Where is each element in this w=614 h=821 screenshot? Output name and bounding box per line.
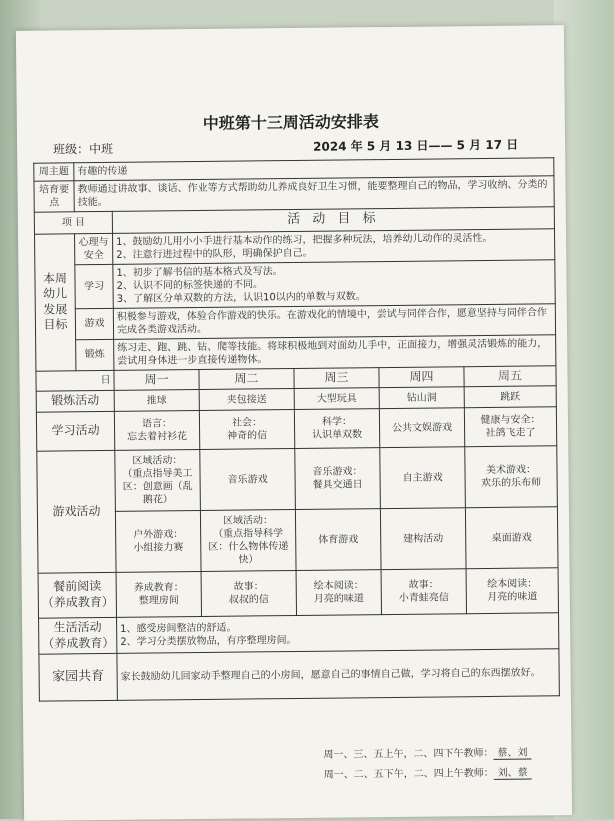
schedule-cell: 美术游戏： 欢乐的乐布师 — [465, 446, 558, 508]
schedule-cell: 养成教育： 整理房间 — [116, 572, 201, 618]
class-label: 班级： — [53, 142, 90, 157]
goal-row — [35, 260, 555, 309]
row-label: 锻炼活动 — [36, 391, 114, 412]
schedule-cell: 推球 — [114, 390, 199, 411]
family-text: 家长鼓励幼儿回家动手整理自己的小房间，愿意自己的事情自己做，学习将自己的东西摆放好。 — [117, 649, 559, 701]
day-header: 周一 — [114, 369, 199, 390]
day-header: 周三 — [294, 367, 379, 388]
schedule-cell: 科学： 认识单双数 — [294, 409, 379, 449]
schedule-cell: 体育游戏 — [295, 509, 381, 571]
footer-line — [323, 744, 531, 761]
game-row-2 — [37, 507, 558, 573]
goal-area: 游戏 — [75, 308, 113, 339]
row-label: 家园共育 — [39, 654, 117, 702]
class-info — [53, 140, 113, 158]
family-row — [39, 649, 559, 701]
game-row-1 — [37, 446, 558, 512]
week-corner: 日 — [36, 370, 114, 391]
schedule-cell: 绘本阅读： 月亮的味道 — [466, 568, 558, 614]
row-label: 餐前阅读（养成教育） — [38, 572, 116, 618]
schedule-cell: 音乐游戏 — [200, 449, 296, 511]
goal-area: 学习 — [75, 264, 113, 308]
footer-text: 周一、二、五下午，二、四上午教师： — [323, 767, 494, 781]
goal-text: 积极参与游戏，体验合作游戏的快乐。在游戏化的情境中，尝试与同伴合作，愿意坚持与同伴合作完成各类游戏活动。 — [113, 304, 555, 340]
study-row — [36, 407, 556, 451]
goal-area: 心理与安全 — [75, 233, 113, 264]
life-row — [39, 613, 559, 655]
schedule-sheet — [16, 25, 572, 821]
class-value: 中班 — [89, 141, 114, 157]
day-header: 周五 — [464, 366, 556, 388]
theme-value: 有趣的传递 — [74, 158, 554, 181]
footer-line — [324, 764, 532, 781]
footer-text: 周一、三、五上午，二、四下午教师： — [323, 747, 494, 761]
schedule-cell: 跳跃 — [464, 386, 556, 408]
reading-row — [38, 568, 558, 618]
goals-header-value: 活 动 目 标 — [112, 207, 554, 234]
schedule-cell: 语言： 忘去着衬衫花 — [114, 411, 199, 451]
schedule-cell: 区域活动： （重点指导美工区：创意画（乱鹅花） — [115, 450, 201, 512]
teacher-names: 蔡、刘 — [493, 748, 531, 760]
day-header: 周二 — [199, 368, 294, 390]
goals-header-label: 项 目 — [34, 211, 112, 234]
schedule-cell: 夹包接送 — [199, 389, 294, 411]
schedule-cell: 故事： 小青蛙亮信 — [381, 569, 466, 615]
theme-label: 周主题 — [34, 163, 74, 181]
teacher-names: 刘、蔡 — [494, 768, 532, 780]
schedule-cell: 健康与安全： 社鸽飞走了 — [464, 407, 556, 447]
goal-text: 1、鼓励幼儿用小小手进行基本动作的练习，把握多种玩法，培养幼儿动作的灵活性。 2、注意行进过程中的队形，明确保护自己。 — [113, 229, 555, 265]
schedule-cell: 区域活动： （重点指导科学区：什么物体传递快） — [200, 510, 296, 572]
schedule-table — [33, 157, 560, 702]
schedule-cell: 自主游戏 — [380, 447, 466, 509]
schedule-cell: 钻山洞 — [379, 387, 464, 408]
goal-area: 锻炼 — [76, 339, 114, 370]
schedule-cell: 户外游戏： 小组接力赛 — [115, 511, 201, 573]
schedule-cell: 社会： 神奇的信 — [199, 410, 294, 450]
day-header: 周四 — [379, 367, 464, 388]
row-label: 学习活动 — [36, 411, 114, 451]
schedule-cell: 音乐游戏： 餐具交通日 — [295, 448, 381, 510]
row-label: 生活活动（养成教育） — [39, 617, 117, 654]
schedule-cell: 故事： 叔叔的信 — [201, 571, 296, 617]
row-label: 游戏活动 — [37, 450, 116, 573]
schedule-cell: 桌面游戏 — [465, 507, 558, 569]
schedule-cell: 大型玩具 — [294, 388, 379, 409]
page-title: 中班第十三周活动安排表 — [202, 112, 379, 133]
goal-text: 练习走、跑、跳、钻、爬等技能。将球积极地到对面幼儿手中，正面接力，增强灵活锻炼的能力，尝试用身体进一步直接传递物体。 — [114, 335, 556, 371]
goals-side-label: 本周幼儿发展目标 — [35, 234, 76, 371]
date-range: 2024 年 5 月 13 日—— 5 月 17 日 — [313, 137, 519, 154]
schedule-cell: 公共文娱游戏 — [379, 408, 464, 448]
nurture-label: 培育要点 — [34, 181, 74, 212]
schedule-cell: 建构活动 — [380, 508, 466, 570]
goal-text: 1、初步了解书信的基本格式及写法。 2、认识不同的标签快递的不同。 3、了解区分单双数的方法，认识10以内的单数与双数。 — [113, 260, 555, 309]
schedule-cell: 绘本阅读： 月亮的味道 — [296, 570, 381, 616]
life-text: 1、感受房间整洁的舒适。 2、学习分类摆放物品，有序整理房间。 — [117, 613, 559, 654]
nurture-value: 教师通过讲故事、谈话、作业等方式帮助幼儿养成良好卫生习惯，能要整理自己的物品，学习收纳、分类的技能。 — [74, 176, 554, 212]
